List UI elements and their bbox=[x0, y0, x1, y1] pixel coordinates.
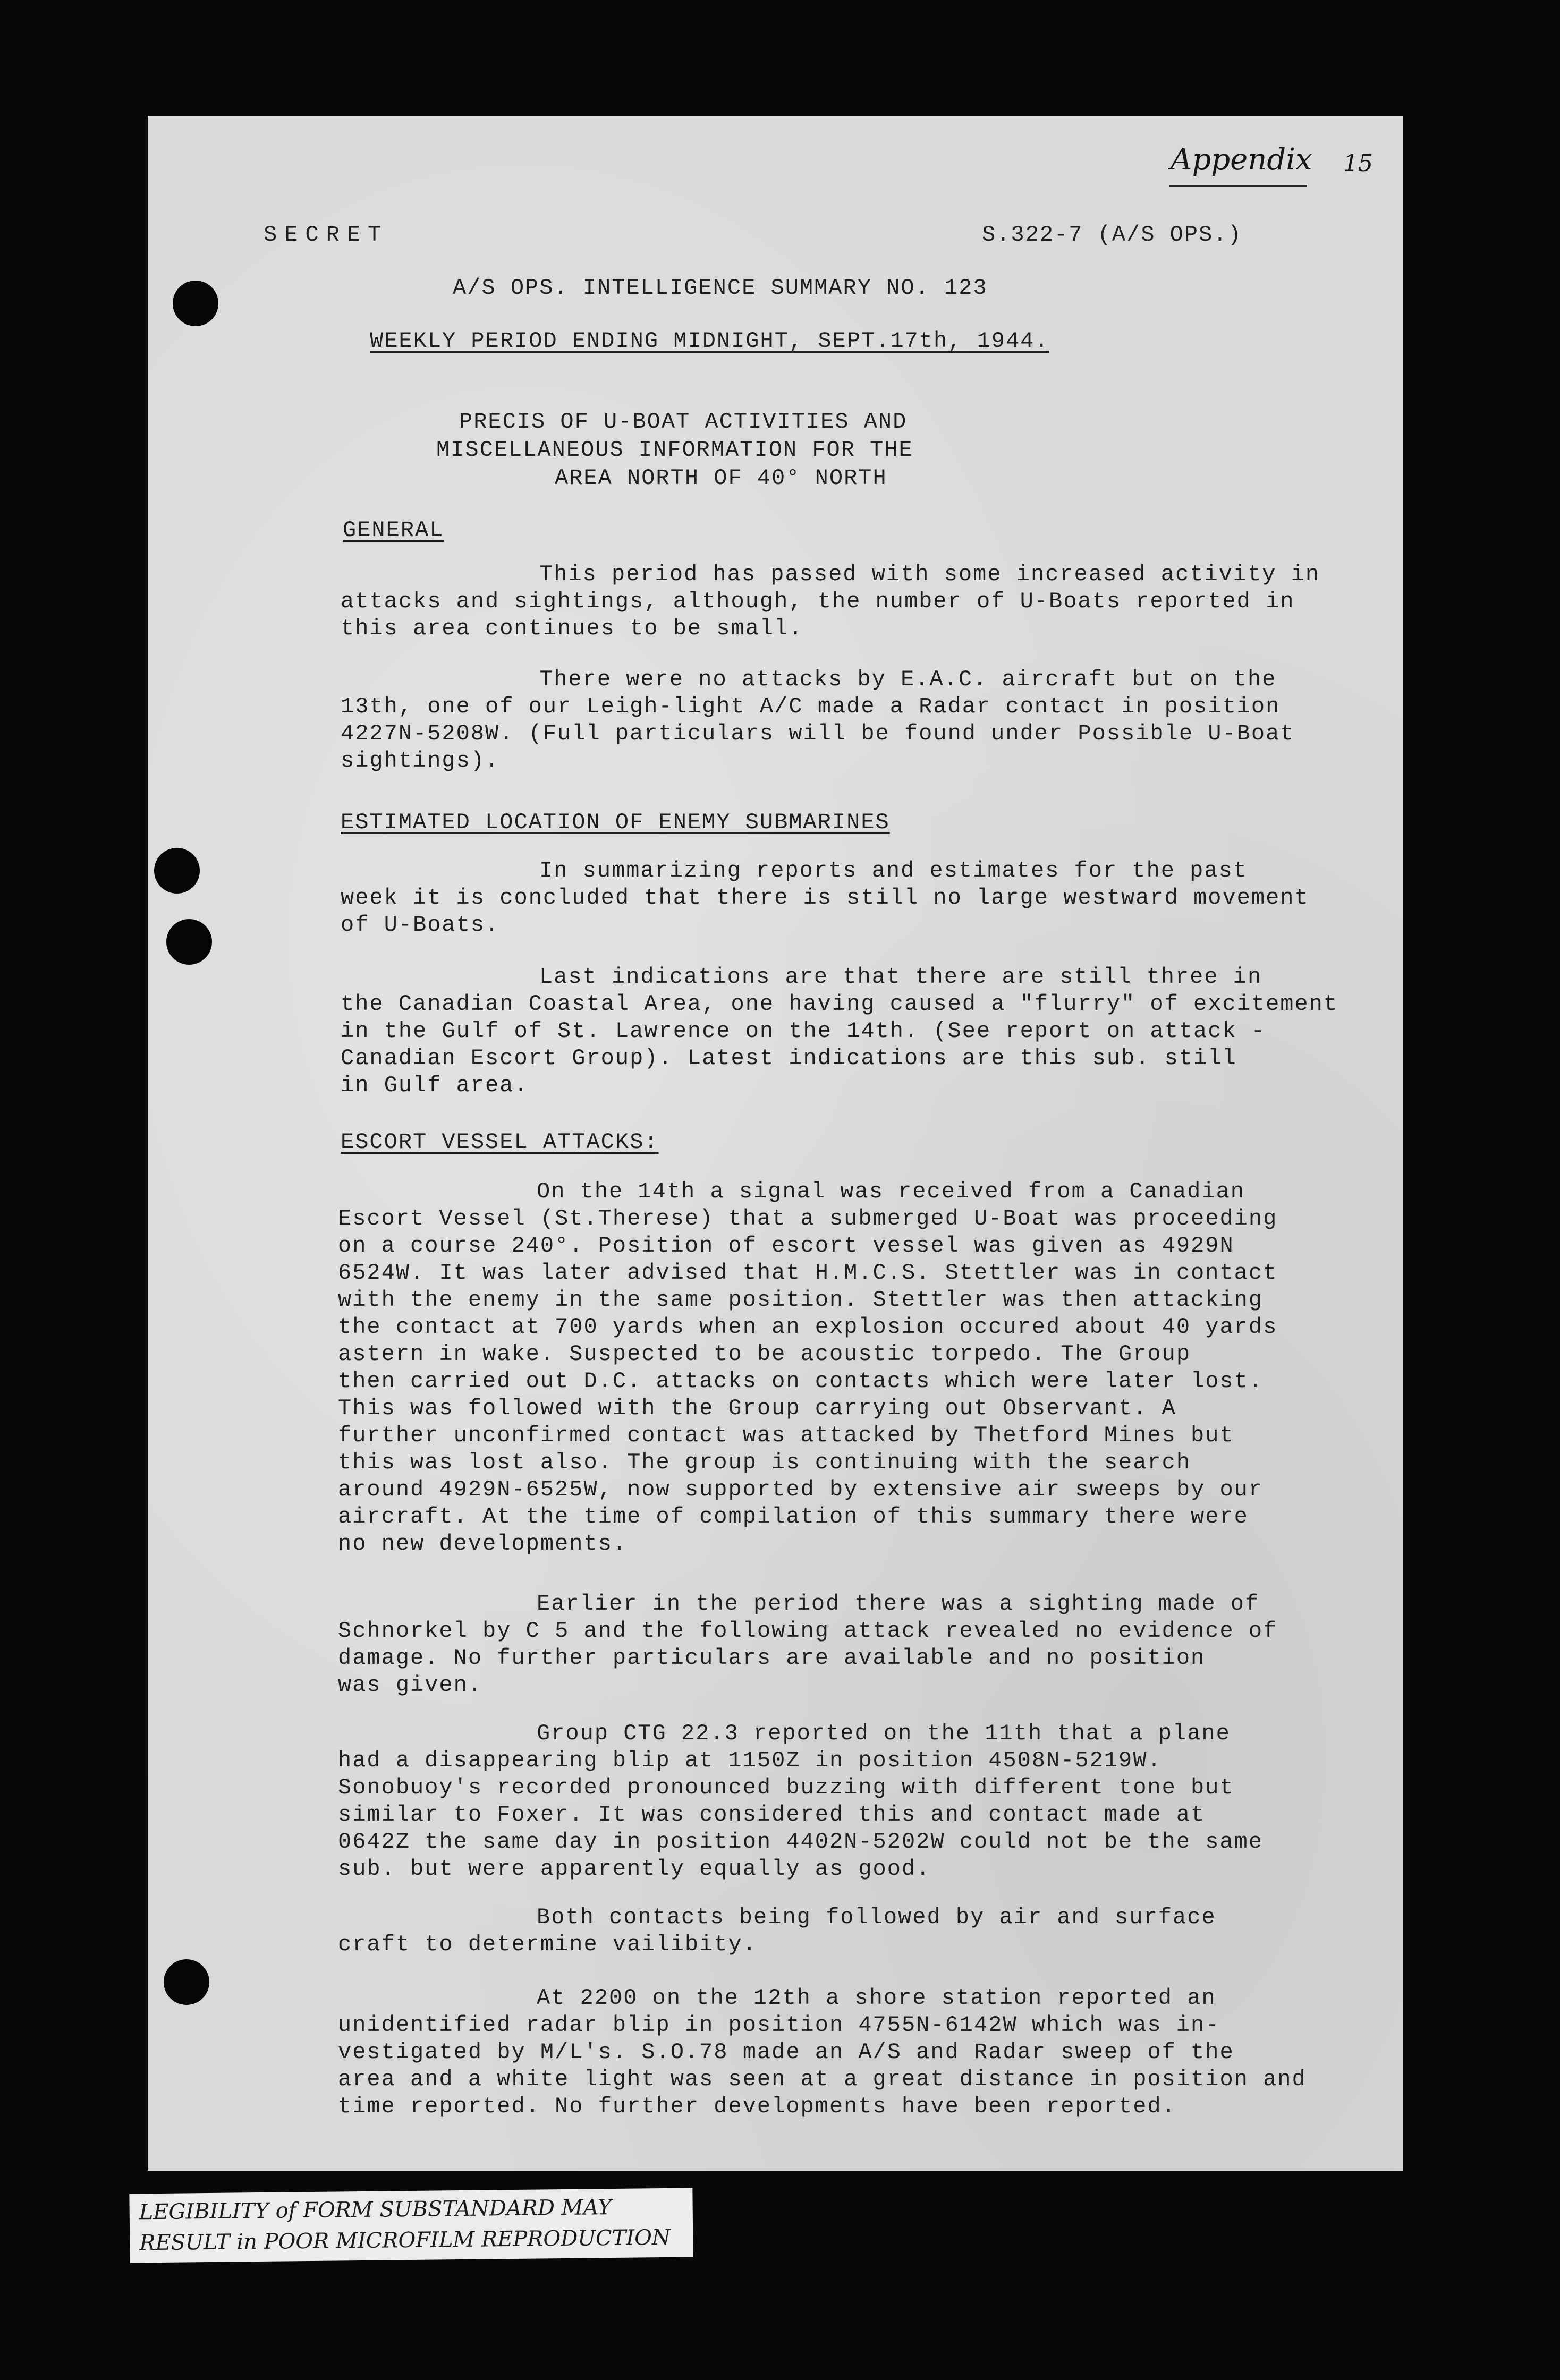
document-page bbox=[148, 116, 1403, 2171]
general-paragraph-2 bbox=[341, 666, 1294, 775]
text-line: Both contacts being followed by air and surface bbox=[537, 1905, 1216, 1930]
general-paragraph-1 bbox=[341, 561, 1320, 642]
note-line-2: RESULT in POOR MICROFILM REPRODUCTION bbox=[139, 2225, 671, 2256]
text-line: In summarizing reports and estimates for the past bbox=[539, 858, 1248, 883]
text-line: attacks and sightings, although, the number of U-Boats reported in bbox=[341, 589, 1295, 614]
text-line: craft to determine vailibity. bbox=[338, 1932, 757, 1957]
text-line: Group CTG 22.3 reported on the 11th that a plane bbox=[537, 1721, 1231, 1746]
subtitle-line-2: MISCELLANEOUS INFORMATION FOR THE bbox=[436, 437, 913, 463]
subtitle-line-1: PRECIS OF U-BOAT ACTIVITIES AND bbox=[459, 409, 908, 435]
appendix-number: 15 bbox=[1343, 150, 1373, 177]
text-line: 13th, one of our Leigh-light A/C made a Radar contact in position bbox=[341, 694, 1281, 719]
section-heading-escort-vessel-attacks: ESCORT VESSEL ATTACKS: bbox=[341, 1129, 659, 1155]
text-line: this area continues to be small. bbox=[341, 616, 803, 641]
escort-paragraph-4 bbox=[338, 1904, 1216, 1958]
document-reference: S.322-7 (A/S OPS.) bbox=[982, 222, 1242, 248]
text-line: At 2200 on the 12th a shore station reported an bbox=[537, 1985, 1216, 2011]
text-line: around 4929N-6525W, now supported by extensive air sweeps by our bbox=[338, 1477, 1264, 1502]
text-line: the Canadian Coastal Area, one having caused a "flurry" of excitement bbox=[341, 991, 1338, 1017]
text-line: There were no attacks by E.A.C. aircraft but on the bbox=[539, 667, 1277, 692]
text-line: further unconfirmed contact was attacked by Thetford Mines but bbox=[338, 1423, 1234, 1448]
punch-hole bbox=[166, 919, 212, 965]
escort-paragraph-3 bbox=[338, 1720, 1263, 1883]
text-line: Earlier in the period there was a sighting made of bbox=[537, 1591, 1260, 1617]
escort-paragraph-2 bbox=[338, 1591, 1277, 1699]
text-line: this was lost also. The group is continuing with the search bbox=[338, 1450, 1191, 1475]
text-line: week it is concluded that there is still no large westward movement bbox=[341, 885, 1309, 911]
text-line: time reported. No further developments have been reported. bbox=[338, 2094, 1176, 2119]
text-line: similar to Foxer. It was considered this and contact made at bbox=[338, 1802, 1206, 1828]
text-line: Schnorkel by C 5 and the following attack revealed no evidence of bbox=[338, 1618, 1278, 1644]
text-line: This was followed with the Group carrying out Observant. A bbox=[338, 1396, 1176, 1421]
appendix-annotation: Appendix bbox=[1171, 142, 1312, 177]
text-line: Sonobuoy's recorded pronounced buzzing with different tone but bbox=[338, 1775, 1234, 1800]
section-heading-estimated-location: ESTIMATED LOCATION OF ENEMY SUBMARINES bbox=[341, 810, 890, 835]
text-line: the contact at 700 yards when an explosion occured about 40 yards bbox=[338, 1314, 1278, 1340]
punch-hole bbox=[173, 280, 218, 326]
estimated-paragraph-1 bbox=[341, 857, 1309, 939]
text-line: area and a white light was seen at a great distance in position and bbox=[338, 2067, 1307, 2092]
text-line: unidentified radar blip in position 4755N-6142W which was in- bbox=[338, 2012, 1220, 2038]
text-line: in Gulf area. bbox=[341, 1073, 529, 1098]
text-line: no new developments. bbox=[338, 1531, 628, 1557]
text-line: with the enemy in the same position. Stettler was then attacking bbox=[338, 1287, 1264, 1313]
period-title: WEEKLY PERIOD ENDING MIDNIGHT, SEPT.17th, 1944. bbox=[370, 328, 1049, 354]
summary-title: A/S OPS. INTELLIGENCE SUMMARY NO. 123 bbox=[453, 275, 988, 301]
punch-hole bbox=[164, 1959, 209, 2005]
microfilm-legibility-note bbox=[129, 2188, 693, 2263]
text-line: was given. bbox=[338, 1672, 483, 1698]
text-line: This period has passed with some increased activity in bbox=[539, 562, 1320, 587]
text-line: sub. but were apparently equally as good. bbox=[338, 1856, 931, 1882]
text-line: On the 14th a signal was received from a Canadian bbox=[537, 1179, 1245, 1204]
text-line: on a course 240°. Position of escort vessel was given as 4929N bbox=[338, 1233, 1234, 1259]
section-heading-general: GENERAL bbox=[343, 517, 444, 543]
text-line: in the Gulf of St. Lawrence on the 14th. (See report on attack - bbox=[341, 1018, 1266, 1044]
text-line: astern in wake. Suspected to be acoustic torpedo. The Group bbox=[338, 1341, 1191, 1367]
estimated-paragraph-2 bbox=[341, 964, 1338, 1099]
text-line: damage. No further particulars are available and no position bbox=[338, 1645, 1206, 1671]
text-line: 0642Z the same day in position 4402N-5202W could not be the same bbox=[338, 1829, 1264, 1855]
annotation-underline bbox=[1169, 185, 1307, 187]
text-line: Last indications are that there are still three in bbox=[539, 964, 1262, 990]
text-line: then carried out D.C. attacks on contacts which were later lost. bbox=[338, 1368, 1264, 1394]
punch-hole bbox=[154, 848, 200, 894]
text-line: aircraft. At the time of compilation of this summary there were bbox=[338, 1504, 1249, 1529]
text-line: of U-Boats. bbox=[341, 912, 500, 938]
text-line: 6524W. It was later advised that H.M.C.S. Stettler was in contact bbox=[338, 1260, 1278, 1286]
text-line: vestigated by M/L's. S.O.78 made an A/S and Radar sweep of the bbox=[338, 2039, 1234, 2065]
text-line: Escort Vessel (St.Therese) that a submerged U-Boat was proceeding bbox=[338, 1206, 1278, 1231]
subtitle-line-3: AREA NORTH OF 40° NORTH bbox=[555, 465, 887, 491]
escort-paragraph-1 bbox=[338, 1178, 1277, 1558]
text-line: had a disappearing blip at 1150Z in position 4508N-5219W. bbox=[338, 1748, 1162, 1773]
text-line: 4227N-5208W. (Full particulars will be found under Possible U-Boat bbox=[341, 721, 1295, 746]
classification-label: SECRET bbox=[264, 222, 389, 248]
escort-paragraph-5 bbox=[338, 1985, 1307, 2120]
note-line-1: LEGIBILITY of FORM SUBSTANDARD MAY bbox=[139, 2195, 612, 2225]
text-line: Canadian Escort Group). Latest indications are this sub. still bbox=[341, 1046, 1237, 1071]
text-line: sightings). bbox=[341, 748, 500, 774]
